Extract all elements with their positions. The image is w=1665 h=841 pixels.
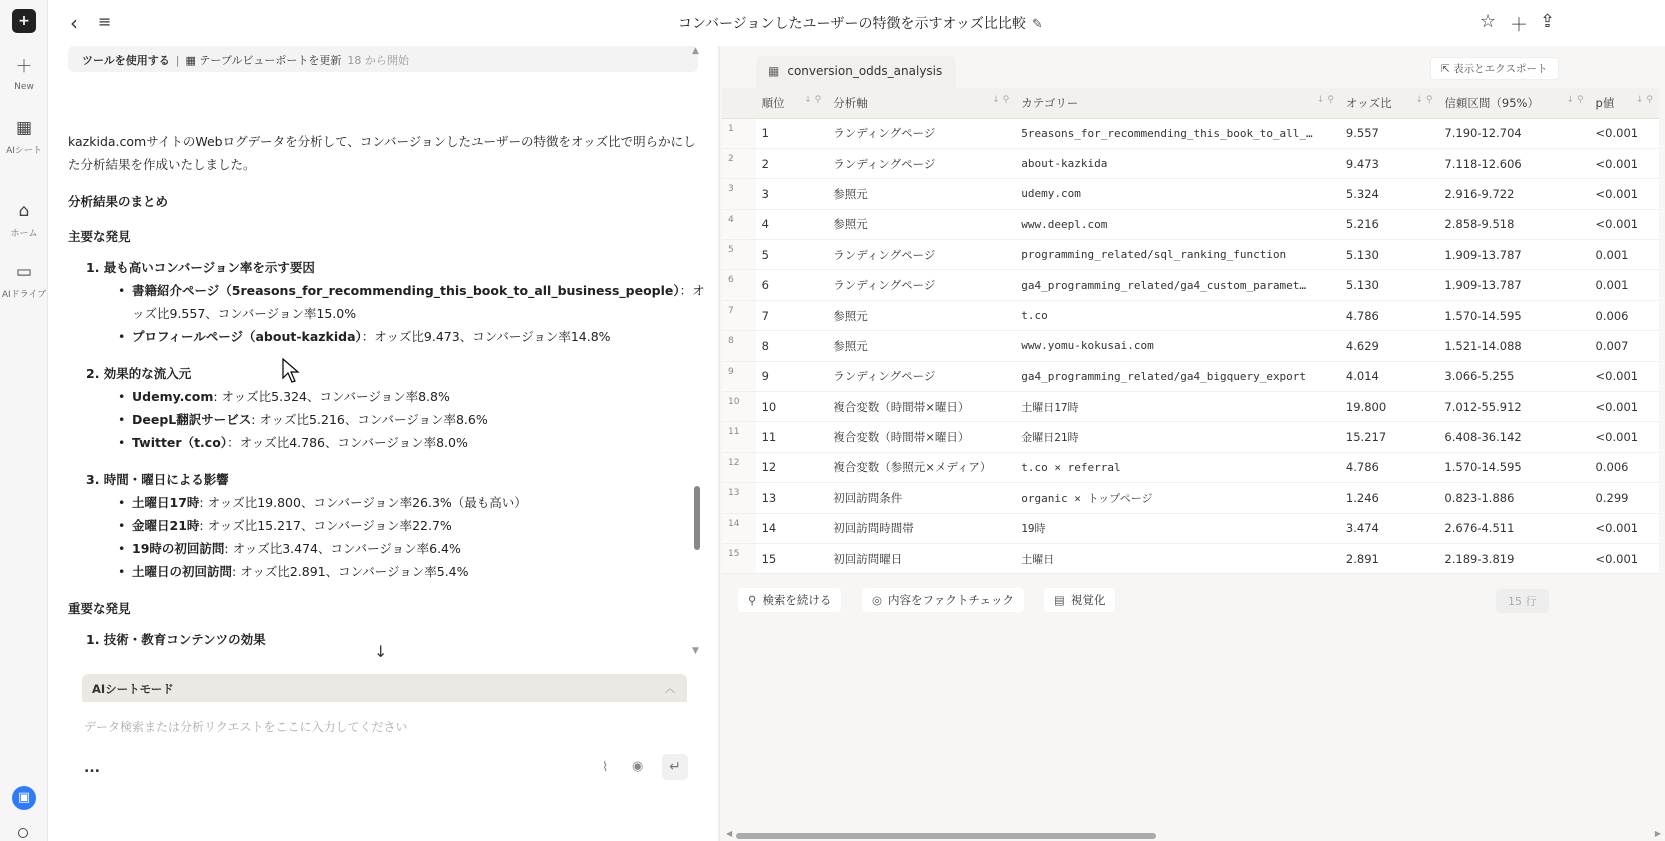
- table-cell[interactable]: 参照元: [827, 179, 1015, 209]
- table-cell[interactable]: 9.557: [1340, 118, 1439, 148]
- scroll-right-icon[interactable]: ▶: [1654, 829, 1661, 838]
- table-cell[interactable]: 15.217: [1340, 422, 1439, 452]
- plus-icon: ＋: [15, 57, 33, 77]
- item-text: : オッズ比5.324、コンバージョン率8.8%: [213, 389, 450, 404]
- table-cell[interactable]: 5reasons_for_recommending_this_book_to_all_…: [1015, 118, 1340, 148]
- rail-new-label: New: [14, 82, 34, 92]
- visualize-button[interactable]: [1044, 588, 1115, 612]
- table-cell[interactable]: 参照元: [827, 331, 1015, 361]
- tool-note: 18 から開始: [347, 54, 409, 67]
- table-cell[interactable]: 0.299: [1590, 483, 1659, 513]
- table-row[interactable]: [722, 361, 1659, 391]
- item-bold: Udemy.com: [132, 389, 214, 404]
- column-label: p値: [1595, 95, 1615, 110]
- item-text: : オッズ比19.800、コンバージョン率26.3%（最も高い）: [199, 495, 527, 510]
- back-icon[interactable]: ‹: [70, 11, 78, 35]
- list-item: [132, 408, 708, 431]
- table-cell[interactable]: 4: [756, 209, 828, 239]
- item-bold: Twitter（t.co）: [132, 435, 228, 450]
- table-row[interactable]: [722, 422, 1659, 452]
- action-label: 内容をファクトチェック: [888, 593, 1014, 607]
- table-cell[interactable]: 9: [756, 361, 828, 391]
- table-cell[interactable]: 7.012-55.912: [1438, 392, 1589, 422]
- column-label: 分析軸: [833, 95, 868, 110]
- table-cell[interactable]: programming_related/sql_ranking_function: [1015, 240, 1340, 270]
- table-row[interactable]: [722, 148, 1659, 178]
- item-text: ：オッズ比4.786、コンバージョン率8.0%: [227, 435, 468, 450]
- table-cell[interactable]: 5.130: [1340, 240, 1439, 270]
- scroll-up-icon[interactable]: ▲: [692, 46, 699, 56]
- table-cell[interactable]: 参照元: [827, 209, 1015, 239]
- tab-conversion-odds[interactable]: [756, 56, 956, 88]
- page-title-text: コンバージョンしたユーザーの特徴を示すオッズ比比較: [678, 16, 1026, 32]
- row-number: 12: [722, 452, 756, 482]
- star-icon[interactable]: ☆: [1480, 11, 1497, 32]
- row-number: 6: [722, 270, 756, 300]
- table-cell[interactable]: 0.006: [1590, 300, 1659, 330]
- table-cell[interactable]: 19時: [1015, 513, 1340, 543]
- finding-section: [86, 468, 708, 583]
- table-cell[interactable]: 5.130: [1340, 270, 1439, 300]
- table-cell[interactable]: 4.014: [1340, 361, 1439, 391]
- column-label: 順位: [761, 95, 785, 110]
- folder-icon: ▭: [15, 262, 33, 282]
- table-cell[interactable]: <0.001: [1590, 209, 1659, 239]
- column-header[interactable]: [756, 88, 828, 118]
- intro-text: kazkida.comサイトのWebログデータを分析して、コンバージョンしたユーザーの特徴をオッズ比で明らかにした分析結果を作成いたしました。: [68, 134, 696, 172]
- sort-icon[interactable]: ↓ ⚲: [1316, 94, 1334, 105]
- table-cell[interactable]: t.co: [1015, 300, 1340, 330]
- section-title: 2. 効果的な流入元: [86, 366, 192, 381]
- table-row[interactable]: [722, 209, 1659, 239]
- table-cell[interactable]: 2.916-9.722: [1438, 179, 1589, 209]
- fact-check-button[interactable]: [862, 588, 1024, 612]
- table-cell[interactable]: 初回訪問曜日: [827, 543, 1015, 573]
- table-row[interactable]: [722, 240, 1659, 270]
- add-icon[interactable]: ＋: [1510, 15, 1528, 36]
- table-cell[interactable]: <0.001: [1590, 422, 1659, 452]
- column-header[interactable]: [1015, 88, 1340, 118]
- item-bold: 土曜日17時: [132, 495, 200, 510]
- chevron-up-icon[interactable]: ︿: [665, 684, 675, 695]
- table-cell[interactable]: 初回訪問条件: [827, 483, 1015, 513]
- table-icon: ▦: [185, 54, 200, 67]
- export-button[interactable]: [1430, 57, 1559, 80]
- chat-input[interactable]: [74, 708, 694, 792]
- export-icon: ⇱: [1441, 63, 1454, 75]
- sheet-icon: ▦: [15, 118, 33, 138]
- table-horizontal-scrollbar[interactable]: [726, 829, 1661, 840]
- column-label: 信頼区間（95%）: [1444, 95, 1539, 110]
- table-cell[interactable]: t.co × referral: [1015, 452, 1340, 482]
- table-cell[interactable]: 0.823-1.886: [1438, 483, 1589, 513]
- table-cell[interactable]: 1.909-13.787: [1438, 270, 1589, 300]
- tool-usage-bar[interactable]: [68, 46, 698, 72]
- column-label: オッズ比: [1345, 95, 1392, 110]
- rail-home[interactable]: [0, 200, 48, 239]
- table-cell[interactable]: 13: [756, 483, 828, 513]
- table-cell[interactable]: 6: [756, 270, 828, 300]
- finding-section: [86, 256, 708, 348]
- page-title[interactable]: [678, 13, 1043, 33]
- ai-sheet-mode-bar[interactable]: [82, 674, 687, 702]
- table-cell[interactable]: ga4_programming_related/ga4_bigquery_export: [1015, 361, 1340, 391]
- table-cell[interactable]: 0.001: [1590, 240, 1659, 270]
- top-bar: [48, 0, 1665, 46]
- table-row[interactable]: [722, 331, 1659, 361]
- table-cell[interactable]: <0.001: [1590, 392, 1659, 422]
- table-cell[interactable]: udemy.com: [1015, 179, 1340, 209]
- table-cell[interactable]: 3.066-5.255: [1438, 361, 1589, 391]
- table-cell[interactable]: 7.190-12.704: [1438, 118, 1589, 148]
- row-number: 10: [722, 392, 756, 422]
- table-cell[interactable]: 5: [756, 240, 828, 270]
- table-body: [722, 118, 1659, 574]
- section-title: 1. 最も高いコンバージョン率を示す要因: [86, 260, 315, 275]
- data-table: [722, 88, 1659, 574]
- table-cell[interactable]: 6.408-36.142: [1438, 422, 1589, 452]
- item-text: : オッズ比2.891、コンバージョン率5.4%: [232, 564, 469, 579]
- table-cell[interactable]: 2.891: [1340, 543, 1439, 573]
- scroll-left-icon[interactable]: ◀: [726, 829, 733, 838]
- table-cell[interactable]: 11: [756, 422, 828, 452]
- item-text: : オッズ比3.474、コンバージョン率6.4%: [224, 541, 461, 556]
- table-cell[interactable]: 1: [756, 118, 828, 148]
- table-cell[interactable]: 3: [756, 179, 828, 209]
- column-label: カテゴリー: [1021, 95, 1079, 110]
- scroll-thumb[interactable]: [736, 833, 1156, 839]
- chart-icon: ▤: [1054, 593, 1065, 607]
- row-number: 15: [722, 543, 756, 573]
- table-cell[interactable]: 4.786: [1340, 300, 1439, 330]
- table-cell[interactable]: 2: [756, 148, 828, 178]
- table-icon: ▦: [768, 64, 780, 78]
- table-row[interactable]: [722, 452, 1659, 482]
- table-cell[interactable]: 15: [756, 543, 828, 573]
- rail-ai-drive-label: AIドライブ: [1, 290, 47, 300]
- table-cell[interactable]: 参照元: [827, 300, 1015, 330]
- table-row[interactable]: [722, 118, 1659, 148]
- row-number: 5: [722, 240, 756, 270]
- search-icon: ⚲: [748, 593, 757, 607]
- export-label: 表示とエクスポート: [1453, 63, 1548, 75]
- table-cell[interactable]: 7.118-12.606: [1438, 148, 1589, 178]
- row-number: 14: [722, 513, 756, 543]
- table-cell[interactable]: ランディングページ: [827, 148, 1015, 178]
- scroll-to-bottom-icon[interactable]: ↓: [374, 642, 388, 661]
- table-cell[interactable]: 14: [756, 513, 828, 543]
- item-bold: 19時の初回訪問: [132, 541, 225, 556]
- profile-icon[interactable]: [18, 828, 28, 838]
- item-bold: プロフィールページ（about-kazkida）: [132, 329, 362, 344]
- table-cell[interactable]: 1.570-14.595: [1438, 300, 1589, 330]
- more-options-icon[interactable]: ...: [84, 760, 100, 776]
- column-header[interactable]: [827, 88, 1015, 118]
- row-count-badge: 15 行: [1496, 589, 1549, 613]
- tool-separator: |: [175, 54, 180, 67]
- table-cell[interactable]: <0.001: [1590, 179, 1659, 209]
- row-number-header: [722, 88, 756, 118]
- tab-label: conversion_odds_analysis: [787, 64, 943, 78]
- table-cell[interactable]: 複合変数（時間帯×曜日）: [827, 422, 1015, 452]
- scroll-down-icon[interactable]: ▼: [692, 646, 699, 656]
- table-row[interactable]: [722, 483, 1659, 513]
- sort-icon[interactable]: ↓ ⚲: [1415, 94, 1433, 105]
- chat-panel: [48, 46, 748, 841]
- table-cell[interactable]: 複合変数（時間帯×曜日）: [827, 392, 1015, 422]
- list-item: [132, 537, 708, 560]
- row-number: 7: [722, 300, 756, 330]
- row-number: 13: [722, 483, 756, 513]
- table-cell[interactable]: 2.676-4.511: [1438, 513, 1589, 543]
- mode-label: AIシートモード: [92, 682, 174, 696]
- table-cell[interactable]: <0.001: [1590, 118, 1659, 148]
- sort-icon[interactable]: ↓ ⚲: [1636, 94, 1653, 105]
- table-cell[interactable]: 1.570-14.595: [1438, 452, 1589, 482]
- table-cell[interactable]: ランディングページ: [827, 361, 1015, 391]
- row-number: 2: [722, 148, 756, 178]
- rail-new[interactable]: [0, 56, 48, 92]
- rail-ai-drive[interactable]: [0, 261, 48, 300]
- share-icon[interactable]: ⇪: [1540, 11, 1556, 32]
- chat-scrollbar[interactable]: [694, 486, 700, 550]
- item-bold: 書籍紹介ページ（5reasons_for_recommending_this_book_to_all_business_people）: [132, 283, 680, 298]
- table-cell[interactable]: organic × トップページ: [1015, 483, 1340, 513]
- row-number: 3: [722, 179, 756, 209]
- table-row[interactable]: [722, 300, 1659, 330]
- item-bold: DeepL翻訳サービス: [132, 412, 252, 427]
- rail-ai-sheet-label: AIシート: [6, 146, 42, 156]
- action-label: 検索を続ける: [762, 593, 832, 607]
- table-cell[interactable]: 12: [756, 452, 828, 482]
- item-bold: 土曜日の初回訪問: [132, 564, 233, 579]
- rail-home-label: ホーム: [10, 229, 38, 239]
- table-cell[interactable]: 5.216: [1340, 209, 1439, 239]
- table-cell[interactable]: www.deepl.com: [1015, 209, 1340, 239]
- input-placeholder: データ検索または分析リクエストをここに入力してください: [84, 720, 408, 734]
- tool-action: テーブルビューポートを更新: [199, 54, 342, 67]
- row-number: 1: [722, 118, 756, 148]
- table-row[interactable]: [722, 543, 1659, 573]
- table-cell[interactable]: ランディングページ: [827, 240, 1015, 270]
- table-cell[interactable]: 9.473: [1340, 148, 1439, 178]
- mouse-cursor-icon: [282, 358, 300, 384]
- table-cell[interactable]: 2.189-3.819: [1438, 543, 1589, 573]
- table-row[interactable]: [722, 392, 1659, 422]
- table-cell[interactable]: 3.474: [1340, 513, 1439, 543]
- tool-label: ツールを使用する: [82, 54, 170, 67]
- list-item: [132, 514, 708, 537]
- left-rail: [0, 0, 48, 841]
- column-header[interactable]: [1590, 88, 1659, 118]
- important-heading: 重要な発見: [68, 601, 131, 616]
- table-cell[interactable]: 10: [756, 392, 828, 422]
- table-cell[interactable]: ランディングページ: [827, 118, 1015, 148]
- table-cell[interactable]: 金曜日21時: [1015, 422, 1340, 452]
- table-cell[interactable]: 8: [756, 331, 828, 361]
- list-item: [132, 560, 708, 583]
- summary-heading: 分析結果のまとめ: [68, 194, 169, 209]
- table-cell[interactable]: <0.001: [1590, 513, 1659, 543]
- list-item: [132, 491, 708, 514]
- sort-icon[interactable]: ↓ ⚲: [1566, 94, 1584, 105]
- table-panel: [718, 46, 1665, 841]
- sort-icon[interactable]: ↓ ⚲: [804, 94, 822, 105]
- table-cell[interactable]: 1.246: [1340, 483, 1439, 513]
- finding-section: [86, 362, 708, 454]
- menu-icon[interactable]: ≡: [98, 12, 112, 31]
- table-cell[interactable]: about-kazkida: [1015, 148, 1340, 178]
- table-cell[interactable]: 1.909-13.787: [1438, 240, 1589, 270]
- column-header[interactable]: [1438, 88, 1589, 118]
- row-number: 8: [722, 331, 756, 361]
- table-cell[interactable]: 0.001: [1590, 270, 1659, 300]
- table-cell[interactable]: 1.521-14.088: [1438, 331, 1589, 361]
- table-cell[interactable]: <0.001: [1590, 148, 1659, 178]
- app-logo-icon[interactable]: +: [12, 9, 36, 33]
- rail-ai-sheet[interactable]: [0, 117, 48, 156]
- table-cell[interactable]: <0.001: [1590, 361, 1659, 391]
- item-text: : オッズ比15.217、コンバージョン率22.7%: [199, 518, 452, 533]
- row-number: 4: [722, 209, 756, 239]
- table-cell[interactable]: 土曜日17時: [1015, 392, 1340, 422]
- send-icon[interactable]: ↵: [662, 754, 688, 780]
- table-header-row: [722, 88, 1659, 118]
- row-number: 9: [722, 361, 756, 391]
- table-row[interactable]: [722, 179, 1659, 209]
- table-cell[interactable]: ランディングページ: [827, 270, 1015, 300]
- panel-divider[interactable]: [718, 46, 720, 841]
- chat-message: [68, 130, 708, 651]
- pencil-icon[interactable]: ✎: [1031, 17, 1043, 32]
- table-cell[interactable]: ga4_programming_related/ga4_custom_paramet…: [1015, 270, 1340, 300]
- item-text: : オッズ比5.216、コンバージョン率8.6%: [251, 412, 488, 427]
- table-cell[interactable]: 4.629: [1340, 331, 1439, 361]
- table-cell[interactable]: 土曜日: [1015, 543, 1340, 573]
- list-item: [132, 431, 708, 454]
- list-item: [132, 325, 708, 348]
- gift-icon[interactable]: ▣: [12, 786, 36, 810]
- table-cell[interactable]: 0.007: [1590, 331, 1659, 361]
- table-row[interactable]: [722, 513, 1659, 543]
- table-cell[interactable]: www.yomu-kokusai.com: [1015, 331, 1340, 361]
- table-cell[interactable]: 0.006: [1590, 452, 1659, 482]
- item-text: ：オッズ比9.473、コンバージョン率14.8%: [361, 329, 611, 344]
- check-circle-icon: ◎: [872, 593, 883, 607]
- table-cell[interactable]: 4.786: [1340, 452, 1439, 482]
- mic-icon[interactable]: ◉: [632, 759, 644, 774]
- row-number: 11: [722, 422, 756, 452]
- important-item: 1. 技術・教育コンテンツの効果: [86, 632, 266, 647]
- list-item: [132, 279, 708, 325]
- item-bold: 金曜日21時: [132, 518, 200, 533]
- table-cell[interactable]: 2.858-9.518: [1438, 209, 1589, 239]
- home-icon: ⌂: [18, 201, 30, 221]
- attach-icon[interactable]: ⌇: [602, 760, 609, 775]
- column-header[interactable]: [1340, 88, 1439, 118]
- continue-search-button[interactable]: [738, 588, 841, 612]
- table-cell[interactable]: 19.800: [1340, 392, 1439, 422]
- table-cell[interactable]: 7: [756, 300, 828, 330]
- table-cell[interactable]: <0.001: [1590, 543, 1659, 573]
- section-title: 3. 時間・曜日による影響: [86, 472, 229, 487]
- main-findings-heading: 主要な発見: [68, 229, 131, 244]
- list-item: [132, 385, 708, 408]
- action-label: 視覚化: [1070, 593, 1106, 607]
- table-cell[interactable]: 初回訪問時間帯: [827, 513, 1015, 543]
- table-cell[interactable]: 5.324: [1340, 179, 1439, 209]
- sort-icon[interactable]: ↓ ⚲: [992, 94, 1010, 105]
- item-text: ：オッズ比9.557、コンバージョン率15.0%: [132, 283, 705, 321]
- table-cell[interactable]: 複合変数（参照元×メディア）: [827, 452, 1015, 482]
- table-row[interactable]: [722, 270, 1659, 300]
